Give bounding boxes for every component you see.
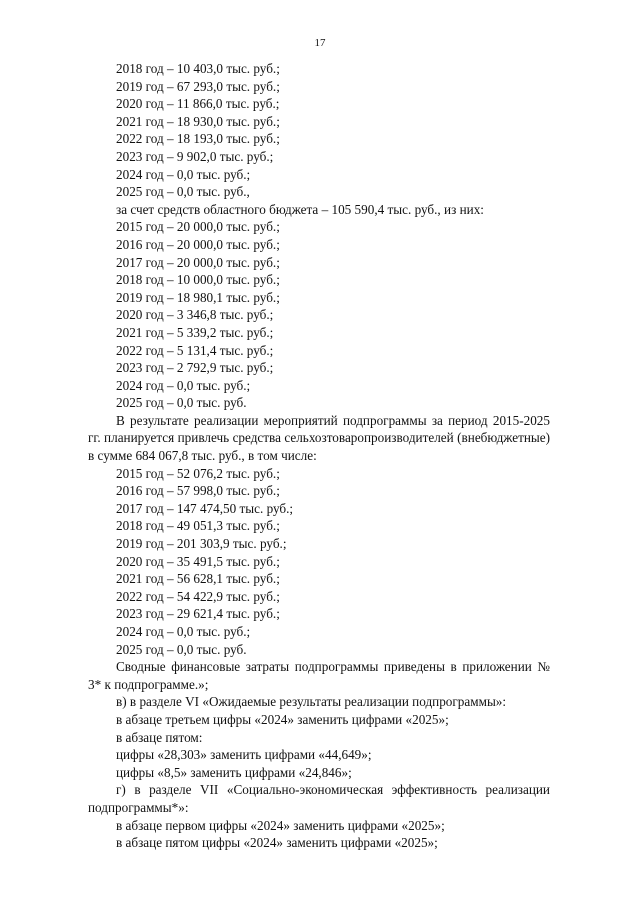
list-item: 2015 год – 52 076,2 тыс. руб.; [116, 465, 280, 481]
list-item: 2020 год – 11 866,0 тыс. руб.; [116, 96, 280, 112]
list-item: 2023 год – 2 792,9 тыс. руб.; [116, 360, 274, 376]
list-item: 2024 год – 0,0 тыс. руб.; [116, 377, 251, 393]
list-item: 2024 год – 0,0 тыс. руб.; [116, 166, 251, 182]
list-item: в абзаце третьем цифры «2024» заменить цифрами «2025»; [116, 711, 449, 727]
list-item: 2017 год – 20 000,0 тыс. руб.; [116, 254, 280, 270]
section-7-paragraph: г) в разделе VII «Социально-экономическая эффективность реализации подпрограммы*»: [88, 782, 550, 815]
list-item: 2022 год – 18 193,0 тыс. руб.; [116, 131, 280, 147]
list-item: 2021 год – 18 930,0 тыс. руб.; [116, 113, 280, 129]
list-item: 2021 год – 5 339,2 тыс. руб.; [116, 324, 274, 340]
list-item: 2018 год – 10 403,0 тыс. руб.; [116, 61, 280, 76]
list-item: 2018 год – 10 000,0 тыс. руб.; [116, 272, 280, 288]
list-item: 2015 год – 20 000,0 тыс. руб.; [116, 219, 280, 235]
list-item: 2017 год – 147 474,50 тыс. руб.; [116, 500, 294, 516]
result-paragraph: В результате реализации мероприятий подпрограммы за период 2015-2025 гг. планируется привлечь средства сельхозтоваропроизводителей (внебюджетные) в сумме 684 067,8 тыс. руб., в том числе: [88, 412, 550, 464]
list-item: 2023 год – 29 621,4 тыс. руб.; [116, 606, 280, 622]
list-item: в абзаце пятом: [116, 729, 203, 745]
list-item: 2019 год – 18 980,1 тыс. руб.; [116, 289, 280, 305]
section-6-amendments [88, 693, 550, 781]
list-item: 2022 год – 5 131,4 тыс. руб.; [116, 342, 274, 358]
list-item: 2023 год – 9 902,0 тыс. руб.; [116, 148, 274, 164]
list-item: цифры «8,5» заменить цифрами «24,846»; [116, 764, 352, 780]
funding-by-year-list [88, 60, 550, 412]
list-item: 2019 год – 67 293,0 тыс. руб.; [116, 78, 280, 94]
list-item: 2018 год – 49 051,3 тыс. руб.; [116, 518, 280, 534]
list-item: 2020 год – 3 346,8 тыс. руб.; [116, 307, 274, 323]
extrabudgetary-by-year-list [88, 465, 550, 659]
list-item: 2025 год – 0,0 тыс. руб. [116, 395, 247, 411]
section-7-amendments [88, 817, 550, 852]
list-item: 2024 год – 0,0 тыс. руб.; [116, 624, 251, 639]
regional-budget-heading: за счет средств областного бюджета – 105 590,4 тыс. руб., из них: [116, 201, 484, 217]
list-item: 2025 год – 0,0 тыс. руб., [116, 184, 250, 200]
section-heading: в) в разделе VI «Ожидаемые результаты реализации подпрограммы»: [116, 694, 507, 710]
page-number: 17 [314, 37, 326, 49]
list-item: цифры «28,303» заменить цифрами «44,649»; [116, 747, 372, 763]
list-item: в абзаце пятом цифры «2024» заменить цифрами «2025»; [116, 835, 438, 851]
list-item: 2021 год – 56 628,1 тыс. руб.; [116, 571, 280, 587]
list-item: 2025 год – 0,0 тыс. руб. [116, 641, 247, 657]
list-item: 2016 год – 20 000,0 тыс. руб.; [116, 236, 280, 252]
document-body [88, 60, 550, 852]
summary-paragraph: Сводные финансовые затраты подпрограммы приведены в приложении № 3* к подпрограмме.»; [88, 659, 550, 692]
list-item: 2022 год – 54 422,9 тыс. руб.; [116, 588, 280, 604]
list-item: в абзаце первом цифры «2024» заменить цифрами «2025»; [116, 817, 445, 833]
list-item: 2019 год – 201 303,9 тыс. руб.; [116, 536, 287, 552]
list-item: 2020 год – 35 491,5 тыс. руб.; [116, 553, 280, 569]
list-item: 2016 год – 57 998,0 тыс. руб.; [116, 483, 280, 499]
